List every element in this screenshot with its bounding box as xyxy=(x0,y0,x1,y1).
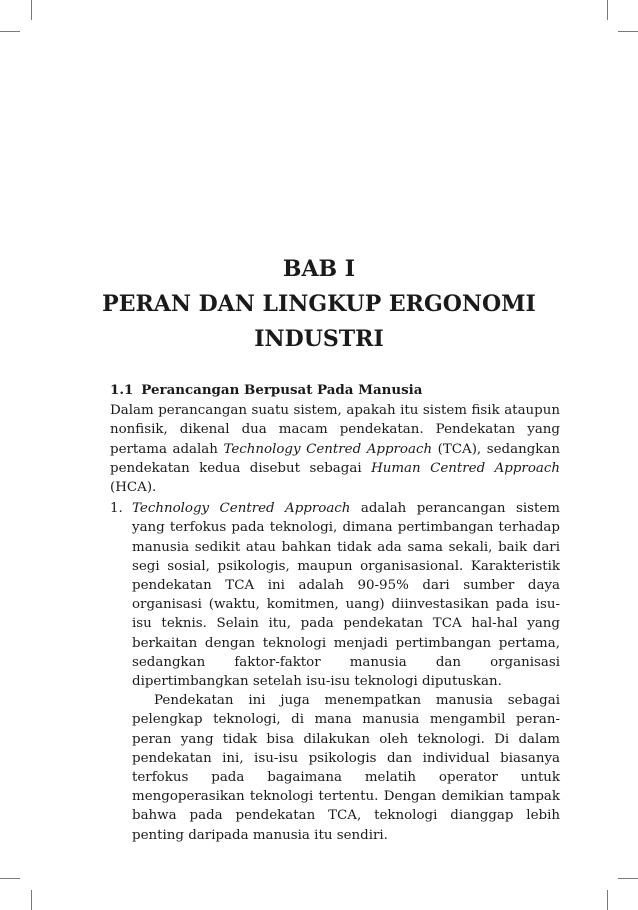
crop-mark xyxy=(31,0,32,20)
chapter-title-line2: INDUSTRI xyxy=(254,326,384,352)
crop-mark xyxy=(618,878,638,879)
chapter-title-line1: PERAN DAN LINGKUP ERGONOMI xyxy=(102,291,536,317)
section-number: 1.1 xyxy=(110,382,134,398)
list-marker: 1. xyxy=(110,501,123,517)
main-content xyxy=(110,381,560,845)
crop-mark xyxy=(31,890,32,910)
list-item-paragraph xyxy=(132,499,560,691)
list-item xyxy=(110,499,560,845)
chapter-label: BAB I xyxy=(282,256,356,282)
tca-term: Technology Centred Approach xyxy=(132,501,351,517)
crop-mark xyxy=(607,890,608,910)
section-title: Perancangan Berpusat Pada Manusia xyxy=(141,382,423,398)
hca-term: Human Centred Approach xyxy=(371,460,560,476)
chapter-heading xyxy=(0,252,638,357)
section-heading xyxy=(110,381,560,400)
list-item-text: adalah perancangan sistem yang terfokus pada teknologi, dimana pertimbangan terhadap manusia sedikit atau bahkan tidak ada sama sekali, baik dari segi sosial, psikologis, maupun organisasional. Karakteristik pendekatan TCA ini adalah 90-95% dari sumber daya organisasi (waktu, komitmen, uang) diinvestasikan pada isu-isu teknis. Selain itu, pada pendekatan TCA hal-hal yang berkaitan dengan teknologi menjadi pertimbangan pertama, sedangkan faktor-faktor manusia dan organisasi dipertimbangkan setelah isu-isu teknologi diputuskan. xyxy=(132,501,560,690)
intro-text: (TCA), sedangkan pendekatan kedua disebut sebagai xyxy=(110,441,560,476)
tca-term: Technology Centred Approach xyxy=(223,441,433,457)
crop-mark xyxy=(0,31,20,32)
intro-text: Dalam perancangan suatu sistem, apakah itu sistem fisik ataupun nonfisik, dikenal dua macam pendekatan. Pendekatan yang pertama adalah xyxy=(110,403,560,457)
crop-mark xyxy=(607,0,608,20)
intro-text: (HCA). xyxy=(110,480,157,496)
intro-paragraph xyxy=(110,401,560,497)
crop-mark xyxy=(0,878,20,879)
list-item-paragraph-2: Pendekatan ini juga menempatkan manusia sebagai pelengkap teknologi, di mana manusia mengambil peran-peran yang tidak bisa dilakukan oleh teknologi. Di dalam pendekatan ini, isu-isu psikologis dan individual biasanya terfokus pada bagaimana melatih operator untuk mengoperasikan teknologi tertentu. Dengan demikian tampak bahwa pada pendekatan TCA, teknologi dianggap lebih penting daripada manusia itu sendiri. xyxy=(132,693,560,843)
crop-mark xyxy=(618,31,638,32)
